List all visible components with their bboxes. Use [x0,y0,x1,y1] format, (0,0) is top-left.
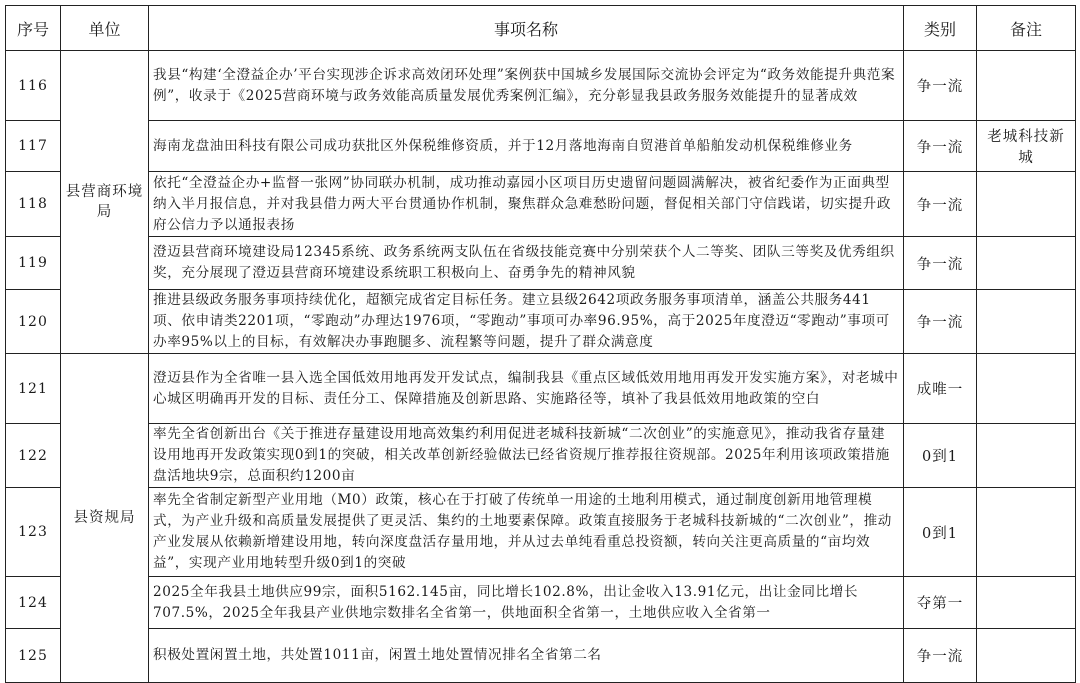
row-item: 我县“构建‘全澄益企办’平台实现涉企诉求高效闭环处理”案例获中国城乡发展国际交流协会评定为“政务效能提升典范案例”，收录于《2025营商环境与政务效能高质量发展优秀案例汇编》，充分彰显我县政务服务效能提升的显著成效 [149,51,904,121]
row-item: 2025全年我县土地供应99宗，面积5162.145亩，同比增长102.8%，出让金收入13.91亿元，出让金同比增长707.5%，2025全年我县产业供地宗数排名全省第一，供地面积全省第一，土地供应收入全省第一 [149,577,904,629]
unit-cell: 县营商环境局 [61,51,149,354]
row-note [977,354,1076,424]
table-row [6,121,1076,172]
row-category: 0到1 [904,424,977,488]
row-category: 夺第一 [904,577,977,629]
row-item: 推进县级政务服务事项持续优化，超额完成省定目标任务。建立县级2642项政务服务事项清单，涵盖公共服务441项、依申请类2201项，“零跑动”办理达1976项，“零跑动”事项可办率96.95%，高于2025年度澄迈“零跑动”事项可办率95%以上的目标，有效解决办事跑腿多、流程繁等问题，提升了群众满意度 [149,290,904,354]
row-seq: 121 [6,354,61,424]
table-row [6,577,1076,629]
row-category: 争一流 [904,237,977,290]
row-seq: 118 [6,172,61,237]
header-unit: 单位 [61,6,149,51]
row-seq: 122 [6,424,61,488]
table-row [6,172,1076,237]
row-note [977,424,1076,488]
header-category: 类别 [904,6,977,51]
row-category: 争一流 [904,172,977,237]
row-seq: 125 [6,629,61,683]
row-item: 依托“全澄益企办+监督一张网”协同联办机制，成功推动嘉园小区项目历史遗留问题圆满解决，被省纪委作为正面典型纳入半月报信息，并对我县借力两大平台贯通协作机制，聚焦群众急难愁盼问题，督促相关部门守信践诺，切实提升政府公信力予以通报表扬 [149,172,904,237]
row-item: 率先全省创新出台《关于推进存量建设用地高效集约利用促进老城科技新城“二次创业”的实施意见》，推动我省存量建设用地再开发政策实现0到1的突破，相关改革创新经验做法已经省资规厅推荐报往资规部。2025年利用该项政策措施盘活地块9宗，总面积约1200亩 [149,424,904,488]
achievements-table [5,5,1076,683]
table-row [6,354,1076,424]
unit-cell: 县资规局 [61,354,149,683]
row-note [977,51,1076,121]
table-row [6,51,1076,121]
row-category: 争一流 [904,51,977,121]
row-category: 成唯一 [904,354,977,424]
row-category: 争一流 [904,290,977,354]
row-item: 积极处置闲置土地，共处置1011亩，闲置土地处置情况排名全省第二名 [149,629,904,683]
row-item: 澄迈县作为全省唯一县入选全国低效用地再发开发试点，编制我县《重点区域低效用地用再发开发实施方案》，对老城中心城区明确再开发的目标、责任分工、保障措施及创新思路、实施路径等，填补了我县低效用地政策的空白 [149,354,904,424]
row-seq: 120 [6,290,61,354]
row-note [977,488,1076,577]
row-note [977,577,1076,629]
row-note [977,290,1076,354]
row-category: 争一流 [904,121,977,172]
row-category: 争一流 [904,629,977,683]
row-note [977,629,1076,683]
table-row [6,290,1076,354]
table-row [6,629,1076,683]
row-seq: 116 [6,51,61,121]
row-seq: 123 [6,488,61,577]
row-seq: 119 [6,237,61,290]
row-category: 0到1 [904,488,977,577]
row-seq: 117 [6,121,61,172]
table-row [6,237,1076,290]
table-row [6,488,1076,577]
header-note: 备注 [977,6,1076,51]
row-item: 海南龙盘油田科技有限公司成功获批区外保税维修资质，并于12月落地海南自贸港首单船舶发动机保税维修业务 [149,121,904,172]
row-item: 澄迈县营商环境建设局12345系统、政务系统两支队伍在省级技能竞赛中分别荣获个人二等奖、团队三等奖及优秀组织奖，充分展现了澄迈县营商环境建设系统职工积极向上、奋勇争先的精神风貌 [149,237,904,290]
row-note [977,172,1076,237]
header-row [6,6,1076,51]
row-note [977,237,1076,290]
row-seq: 124 [6,577,61,629]
table-row [6,424,1076,488]
header-seq: 序号 [6,6,61,51]
header-item: 事项名称 [149,6,904,51]
row-note: 老城科技新城 [977,121,1076,172]
row-item: 率先全省制定新型产业用地（M0）政策，核心在于打破了传统单一用途的土地利用模式，通过制度创新用地管理模式，为产业升级和高质量发展提供了更灵活、集约的土地要素保障。政策直接服务于老城科技新城的“二次创业”，推动产业发展从依赖新增建设用地，转向深度盘活存量用地，并从过去单纯看重总投资额，转向关注更高质量的“亩均效益”，实现产业用地转型升级0到1的突破 [149,488,904,577]
